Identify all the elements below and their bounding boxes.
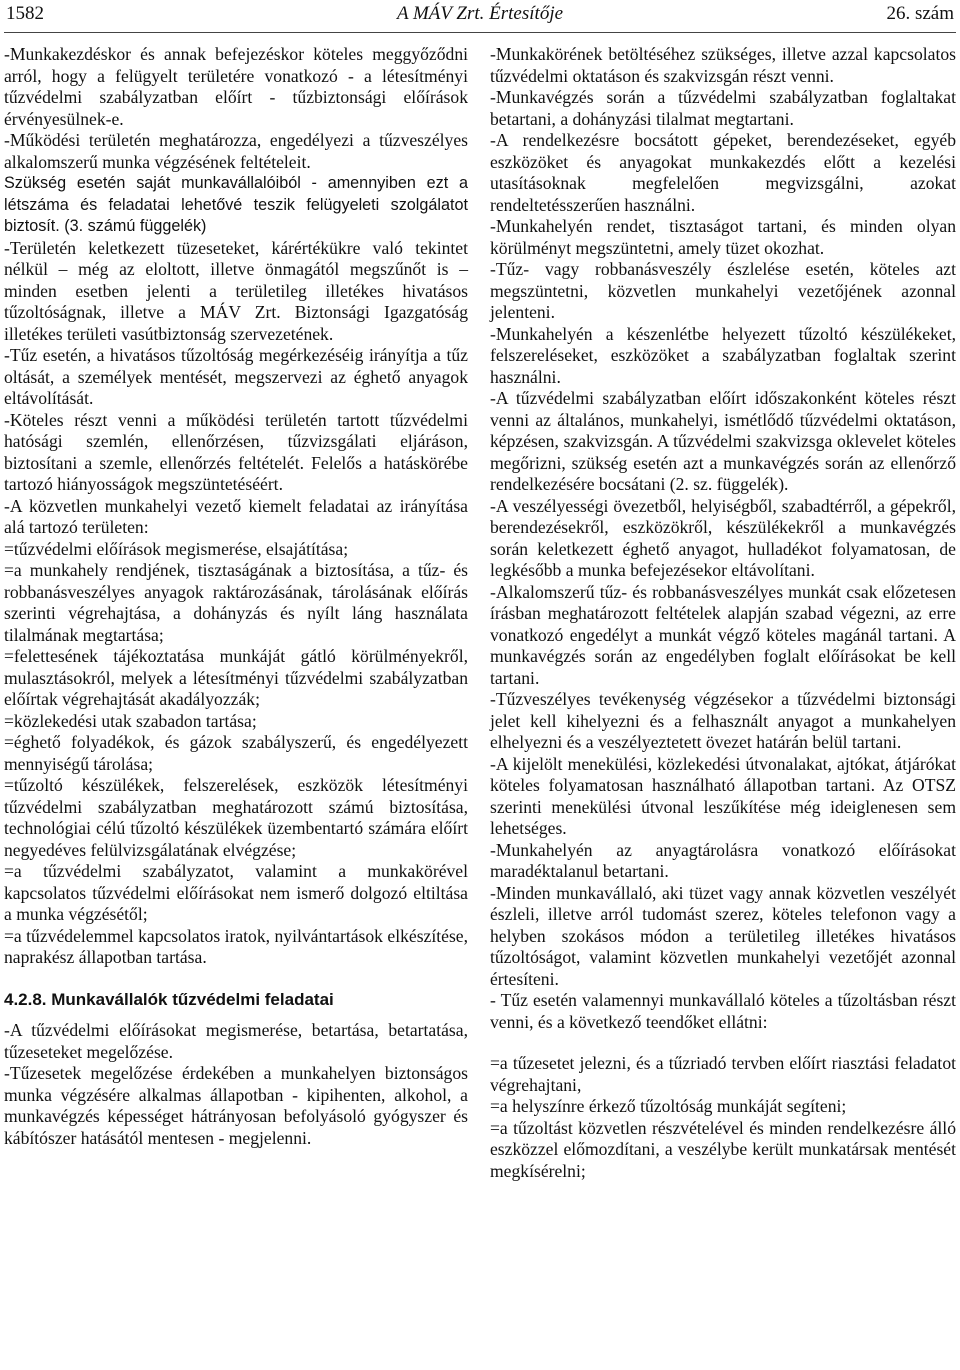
- list-item: =tűzoltó készülékek, felszerelések, eszközök létesítményi tűzvédelmi szabályzatban meghatározott számú biztosítása, technológiai célú tűzoltó készülékek üzembentartó számára előírt negyedéves felülvizsgálatának elvégzése;: [4, 775, 468, 860]
- paragraph: -Tűzveszélyes tevékenység végzésekor a tűzvédelmi biztonsági jelet kell kihelyezni és a felhasznált anyagot a munkahelyen elhelyezni és a veszélyeztetett övezet határán belül tartani.: [490, 689, 956, 752]
- right-column: [490, 44, 956, 1182]
- list-item: =felettesének tájékoztatása munkáját gátló körülményekről, mulasztásokról, melyek a létesítményi tűzvédelmi szabályzatban előírtak végrehajtását akadályozzák;: [4, 646, 468, 709]
- paragraph: -A tűzvédelmi előírásokat megismerése, betartása, betartatása, tűzeseteket megelőzése.: [4, 1020, 468, 1062]
- paragraph: -Munkakörének betöltéséhez szükséges, illetve azzal kapcsolatos tűzvédelmi oktatáson és szakvizsgán részt venni.: [490, 44, 956, 86]
- list-item: =a munkahely rendjének, tisztaságának a biztosítása, a tűz- és robbanásveszélyes anyagok raktározásának, tárolásának előírás szerinti végrehajtása, a dohányzás és nyílt láng használata tilalmának megtartása;: [4, 560, 468, 645]
- paragraph: -Tűz esetén, a hivatásos tűzoltóság megérkezéséig irányítja a tűz oltását, a személyek mentését, megszervezi az éghető anyagok eltávolítását.: [4, 345, 468, 408]
- list-item: =a tűzesetet jelezni, és a tűzriadó tervben előírt riasztási feladatot végrehajtani,: [490, 1053, 956, 1095]
- paragraph: - Tűz esetén valamennyi munkavállaló köteles a tűzoltásban részt venni, és a következő teendőket ellátni:: [490, 990, 956, 1032]
- paragraph: -Munkahelyén rendet, tisztaságot tartani, és minden olyan körülményt megszüntetni, amely tüzet okozhat.: [490, 216, 956, 258]
- page-number: 1582: [6, 3, 44, 24]
- page-header: [0, 0, 960, 32]
- paragraph: -Munkakezdéskor és annak befejezéskor köteles meggyőződni arról, hogy a felügyelt területére vonatkozó - a létesítményi tűzvédelmi szabályzatban előírt - tűzbiztonsági előírások érvényesülnek-e.: [4, 44, 468, 129]
- paragraph: -Tűz- vagy robbanásveszély észlelése esetén, köteles azt megszüntetni, közvetlen munkahelyi vezetőjének azonnal jelenteni.: [490, 259, 956, 322]
- left-column: [4, 44, 468, 1149]
- list-item: =közlekedési utak szabadon tartása;: [4, 710, 257, 731]
- paragraph: -A veszélyességi övezetből, helyiségből, szabadtérről, a gépekről, berendezésekről, eszközökről, készülékekről a munkavégzés során keletkezett éghető anyagot, hulladékot folyamatosan, de legkésőbb a munka befejezésekor eltávolítani.: [490, 495, 956, 580]
- list-item: =a tűzoltást közvetlen részvételével és minden rendelkezésre álló eszközzel előmozdítani, a veszélybe került munkatársak mentését megkísérelni;: [490, 1117, 956, 1181]
- paragraph: -Köteles részt venni a működési területén tartott tűzvédelmi hatósági szemlén, ellenőrzésen, tűzvizsgálati eljáráson, biztosítani a szemle, ellenőrzés feltételét. Felelős a hatáskörébe tartozó hiányosságok megszüntetéséért.: [4, 409, 468, 494]
- section-heading: 4.2.8. Munkavállalók tűzvédelmi feladatai: [4, 989, 334, 1009]
- paragraph: -Működési területén meghatározza, engedélyezi a tűzveszélyes alkalomszerű munka végzésének feltételeit.: [4, 130, 468, 172]
- paragraph: -Minden munkavállaló, aki tüzet vagy annak közvetlen veszélyét észleli, illetve arról tudomást szerez, köteles telefonon vagy a helyben szokásos módon a területileg illetékes hivatásos tűzoltóságot, valamint közvetlen munkahelyi vezetőjét azonnal értesíteni.: [490, 882, 956, 989]
- list-item: =éghető folyadékok, és gázok szabályszerű, és engedélyezett mennyiségű tárolása;: [4, 732, 468, 774]
- paragraph: Szükség esetén saját munkavállalóiból - amennyiben ezt a létszáma és feladatai lehetővé teszik felügyeleti szolgálatot biztosít. (3. számú függelék): [4, 174, 468, 235]
- paragraph: -A kijelölt menekülési, közlekedési útvonalakat, ajtókat, átjárókat köteles folyamatosan használható állapotban tartani. Az OTSZ szerinti menekülési útvonal leszűkítése még ideiglenesen sem lehetséges.: [490, 753, 956, 838]
- paragraph: -A tűzvédelmi szabályzatban előírt időszakonként köteles részt venni az általános, munkahelyi, ismétlődő tűzvédelmi oktatáson, képzésen, szakvizsgán. A tűzvédelmi szakvizsga oklevelet köteles megőrizni, szükség esetén azt a munkavégzés során az ellenőrző rendelkezésére bocsátani (2. sz. függelék).: [490, 388, 956, 494]
- paragraph: -A rendelkezésre bocsátott gépeket, berendezéseket, egyéb eszközöket és anyagokat munkakezdés előtt a kezelési utasításoknak megfelelően megvizsgálni, azokat rendeltetésszerűen használni.: [490, 130, 956, 215]
- paragraph: -Területén keletkezett tüzeseteket, kárértékükre való tekintet nélkül – még az eloltott, illetve önmagától megszűnőt is – minden esetben jelenti a területileg illetékes hivatásos tűzoltóságnak, illetve a MÁV Zrt. Biztonsági Igazgatóság illetékes területi vasútbiztonság szervezetének.: [4, 237, 468, 344]
- paragraph: -Munkahelyén a készenlétbe helyezett tűzoltó készülékeket, felszereléseket, eszközöket a szabályzatban foglaltak szerint használni.: [490, 323, 956, 387]
- list-item: =a tűzvédelmi szabályzatot, valamint a munkakörével kapcsolatos tűzvédelmi előírásokat nem ismerő dolgozó eltiltása a munka végzésétől;: [4, 861, 468, 924]
- list-item: =a helyszínre érkező tűzoltóság munkáját segíteni;: [490, 1096, 847, 1116]
- paragraph: -Munkahelyén az anyagtárolásra vonatkozó előírásokat maradéktalanul betartani.: [490, 839, 956, 881]
- publication-title: A MÁV Zrt. Értesítője: [396, 3, 564, 24]
- issue-number: 26. szám: [886, 3, 954, 24]
- paragraph: -A közvetlen munkahelyi vezető kiemelt feladatai az irányítása alá tartozó területen:: [4, 495, 468, 537]
- list-item: =tűzvédelmi előírások megismerése, elsajátítása;: [4, 538, 349, 559]
- paragraph: -Alkalomszerű tűz- és robbanásveszélyes munkát csak előzetesen írásban meghatározott feltételek alapján szabad végezni, az erre vonatkozó engedélyt a munkát végző köteles magánál tartani. A munkavégzés során az engedélyben foglalt előírásokat be kell tartani.: [490, 581, 956, 688]
- paragraph: -Tűzesetek megelőzése érdekében a munkahelyen biztonságos munka végzésére alkalmas állapotban - kipihenten, alkohol, a munkavégzés képességet hátrányosan befolyásoló gyógyszer és kábítószer hatásától mentesen - megjelenni.: [4, 1063, 468, 1148]
- list-item: =a tűzvédelemmel kapcsolatos iratok, nyilvántartások elkészítése, naprakész állapotban tartása.: [4, 925, 468, 967]
- header-rule: [4, 32, 956, 33]
- paragraph: -Munkavégzés során a tűzvédelmi szabályzatban foglaltakat betartani, a dohányzási tilalmat megtartani.: [490, 87, 956, 129]
